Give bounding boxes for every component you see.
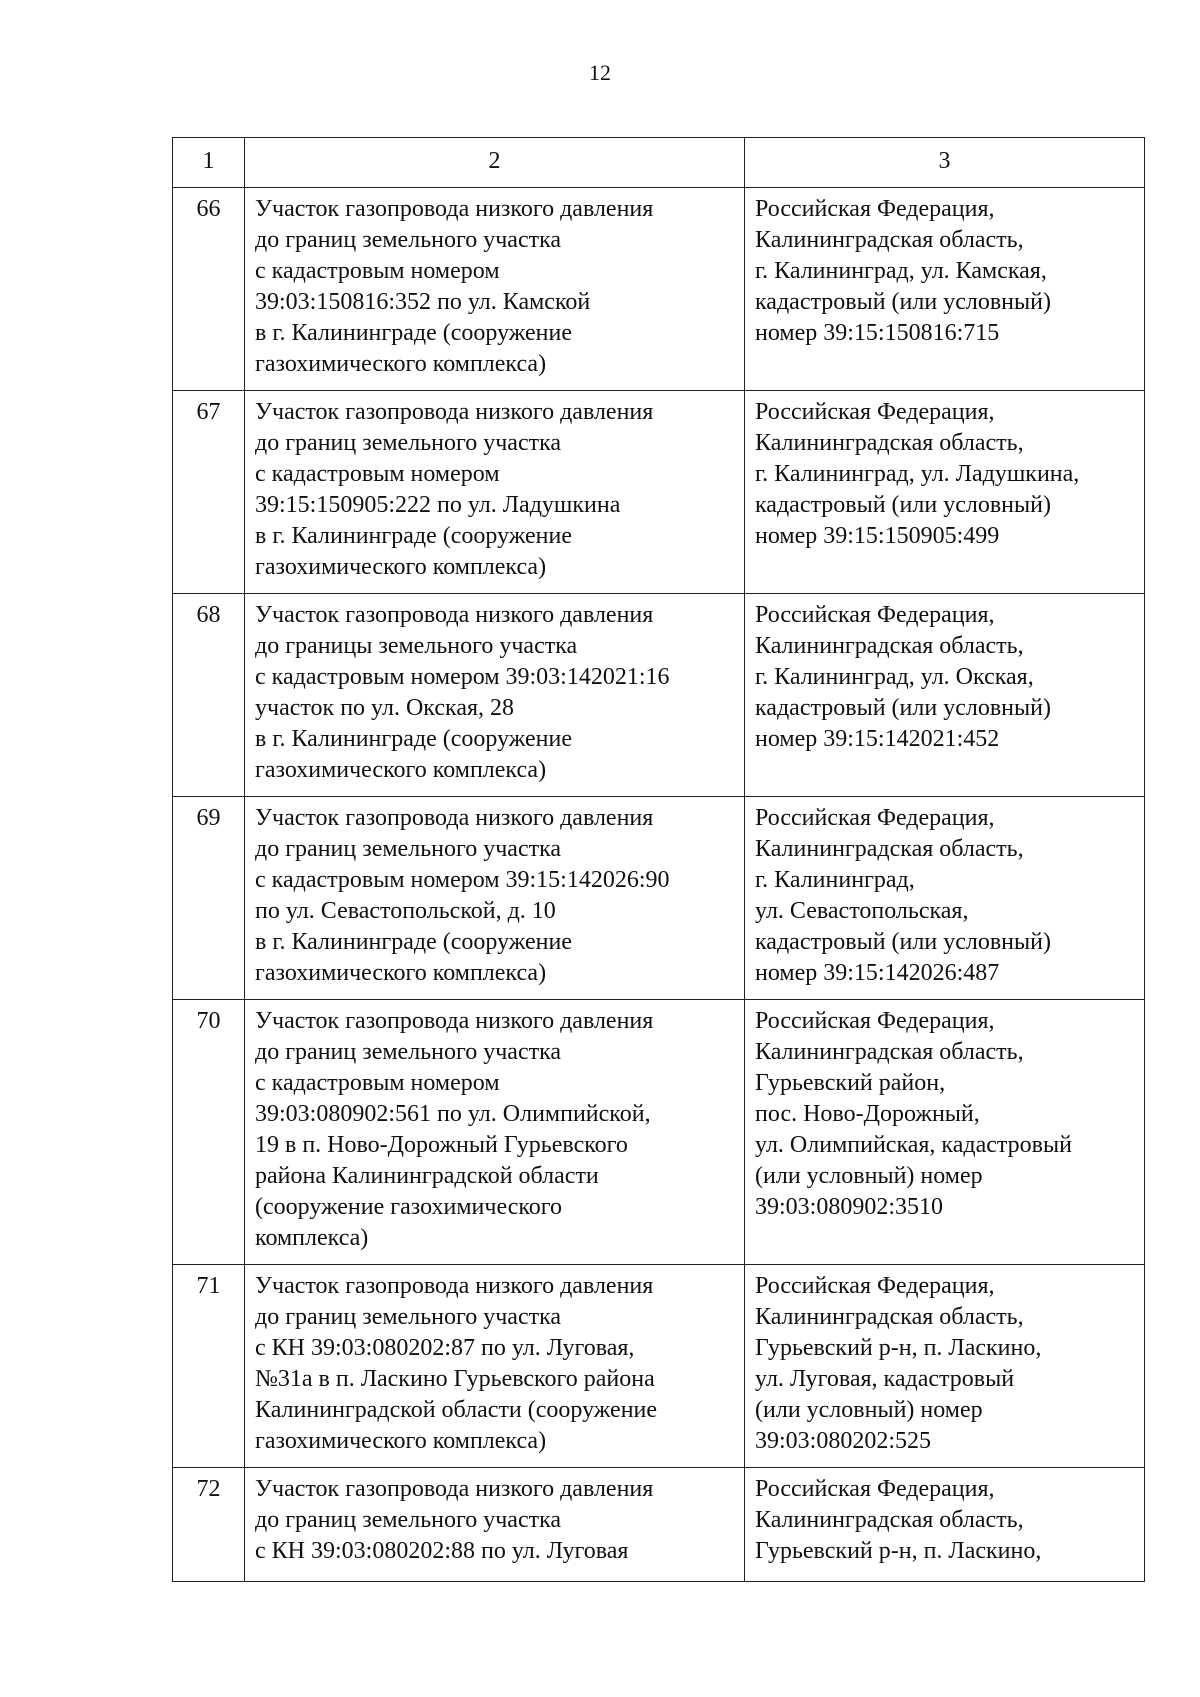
page-number: 12 [589, 60, 611, 85]
object-address-line: 39:03:080202:525 [755, 1428, 932, 1454]
object-description-line: газохимического комплекса) [255, 351, 547, 377]
object-description [245, 1000, 745, 1265]
object-address-line: Российская Федерация, [755, 1008, 995, 1034]
object-description-line: Участок газопровода низкого давления [255, 1008, 654, 1034]
table-row [173, 797, 1145, 1000]
object-address-line: пос. Ново-Дорожный, [755, 1101, 980, 1127]
object-address-line: Калининградская область, [755, 227, 1024, 253]
column-header-object: 2 [245, 138, 745, 188]
object-description-line: с кадастровым номером [255, 258, 500, 284]
row-number: 67 [173, 391, 245, 594]
table-row [173, 1265, 1145, 1468]
object-address-line: Гурьевский р-н, п. Ласкино, [755, 1335, 1042, 1361]
object-address-line: г. Калининград, ул. Окская, [755, 664, 1034, 690]
object-address-line: Российская Федерация, [755, 1476, 995, 1502]
object-address [745, 1265, 1145, 1468]
object-address-line: кадастровый (или условный) [755, 492, 1051, 518]
object-description-line: района Калининградской области [255, 1163, 599, 1189]
object-description-line: Участок газопровода низкого давления [255, 602, 654, 628]
table-header-row [173, 138, 1145, 188]
row-number: 68 [173, 594, 245, 797]
object-address-line: ул. Луговая, кадастровый [755, 1366, 1015, 1392]
object-address-line: (или условный) номер [755, 1163, 983, 1189]
object-description [245, 188, 745, 391]
object-description [245, 1265, 745, 1468]
object-description-line: участок по ул. Окская, 28 [255, 695, 515, 721]
object-description-line: до границ земельного участка [255, 1304, 562, 1330]
column-header-address: 3 [745, 138, 1145, 188]
object-description [245, 391, 745, 594]
object-address [745, 391, 1145, 594]
object-address-line: Калининградская область, [755, 1304, 1024, 1330]
object-description-line: с кадастровым номером [255, 1070, 500, 1096]
object-description-line: с КН 39:03:080202:88 по ул. Луговая [255, 1538, 629, 1564]
object-address-line: номер 39:15:142026:487 [755, 960, 1000, 986]
object-description-line: по ул. Севастопольской, д. 10 [255, 898, 556, 924]
object-address-line: номер 39:15:142021:452 [755, 726, 1000, 752]
object-description-line: в г. Калининграде (сооружение [255, 726, 573, 752]
object-description-line: 19 в п. Ново-Дорожный Гурьевского [255, 1132, 628, 1158]
object-address-line: кадастровый (или условный) [755, 929, 1051, 955]
object-address-line: Гурьевский р-н, п. Ласкино, [755, 1538, 1042, 1564]
object-description-line: с КН 39:03:080202:87 по ул. Луговая, [255, 1335, 635, 1361]
object-address-line: номер 39:15:150816:715 [755, 320, 1000, 346]
object-address-line: Калининградская область, [755, 836, 1024, 862]
object-address-line: номер 39:15:150905:499 [755, 523, 1000, 549]
table-row [173, 391, 1145, 594]
object-description-line: с кадастровым номером 39:03:142021:16 [255, 664, 670, 690]
object-description-line: до границ земельного участка [255, 836, 562, 862]
object-description-line: до границы земельного участка [255, 633, 578, 659]
object-description-line: газохимического комплекса) [255, 960, 547, 986]
table-row [173, 1468, 1145, 1582]
object-description-line: газохимического комплекса) [255, 1428, 547, 1454]
object-description-line: с кадастровым номером [255, 461, 500, 487]
table-row [173, 1000, 1145, 1265]
object-address [745, 1000, 1145, 1265]
object-address [745, 1468, 1145, 1582]
object-description-line: газохимического комплекса) [255, 554, 547, 580]
object-address-line: кадастровый (или условный) [755, 289, 1051, 315]
row-number: 66 [173, 188, 245, 391]
registry-table [172, 137, 1145, 1582]
object-description-line: Участок газопровода низкого давления [255, 805, 654, 831]
object-address-line: (или условный) номер [755, 1397, 983, 1423]
column-header-number: 1 [173, 138, 245, 188]
object-description-line: комплекса) [255, 1225, 369, 1251]
object-address-line: Российская Федерация, [755, 602, 995, 628]
object-address-line: Российская Федерация, [755, 399, 995, 425]
row-number: 71 [173, 1265, 245, 1468]
row-number: 69 [173, 797, 245, 1000]
object-description-line: в г. Калининграде (сооружение [255, 320, 573, 346]
object-address-line: ул. Олимпийская, кадастровый [755, 1132, 1072, 1158]
object-description-line: Участок газопровода низкого давления [255, 399, 654, 425]
object-description-line: до границ земельного участка [255, 430, 562, 456]
object-address [745, 594, 1145, 797]
object-description [245, 594, 745, 797]
object-address [745, 188, 1145, 391]
row-number: 70 [173, 1000, 245, 1265]
object-description [245, 797, 745, 1000]
object-address-line: Калининградская область, [755, 633, 1024, 659]
object-description-line: до границ земельного участка [255, 227, 562, 253]
object-address-line: Гурьевский район, [755, 1070, 946, 1096]
object-description-line: Участок газопровода низкого давления [255, 1273, 654, 1299]
object-description [245, 1468, 745, 1582]
table-body [173, 188, 1145, 1582]
object-address-line: г. Калининград, [755, 867, 915, 893]
table-row [173, 188, 1145, 391]
object-address-line: 39:03:080902:3510 [755, 1194, 944, 1220]
object-description-line: в г. Калининграде (сооружение [255, 523, 573, 549]
object-description-line: до границ земельного участка [255, 1507, 562, 1533]
object-description-line: газохимического комплекса) [255, 757, 547, 783]
object-description-line: с кадастровым номером 39:15:142026:90 [255, 867, 670, 893]
object-address-line: Калининградская область, [755, 1039, 1024, 1065]
object-description-line: №31а в п. Ласкино Гурьевского района [255, 1366, 655, 1392]
object-description-line: Участок газопровода низкого давления [255, 196, 654, 222]
object-address-line: кадастровый (или условный) [755, 695, 1051, 721]
object-address-line: Российская Федерация, [755, 805, 995, 831]
object-address [745, 797, 1145, 1000]
object-address-line: ул. Севастопольская, [755, 898, 969, 924]
object-description-line: 39:03:080902:561 по ул. Олимпийской, [255, 1101, 651, 1127]
object-description-line: в г. Калининграде (сооружение [255, 929, 573, 955]
object-address-line: Российская Федерация, [755, 196, 995, 222]
object-address-line: г. Калининград, ул. Ладушкина, [755, 461, 1080, 487]
object-address-line: Калининградская область, [755, 1507, 1024, 1533]
object-address-line: Калининградская область, [755, 430, 1024, 456]
object-address-line: Российская Федерация, [755, 1273, 995, 1299]
object-description-line: 39:03:150816:352 по ул. Камской [255, 289, 591, 315]
object-description-line: до границ земельного участка [255, 1039, 562, 1065]
object-description-line: 39:15:150905:222 по ул. Ладушкина [255, 492, 621, 518]
object-description-line: Калининградской области (сооружение [255, 1397, 658, 1423]
object-description-line: Участок газопровода низкого давления [255, 1476, 654, 1502]
object-address-line: г. Калининград, ул. Камская, [755, 258, 1047, 284]
row-number: 72 [173, 1468, 245, 1582]
table-row [173, 594, 1145, 797]
object-description-line: (сооружение газохимического [255, 1194, 563, 1220]
